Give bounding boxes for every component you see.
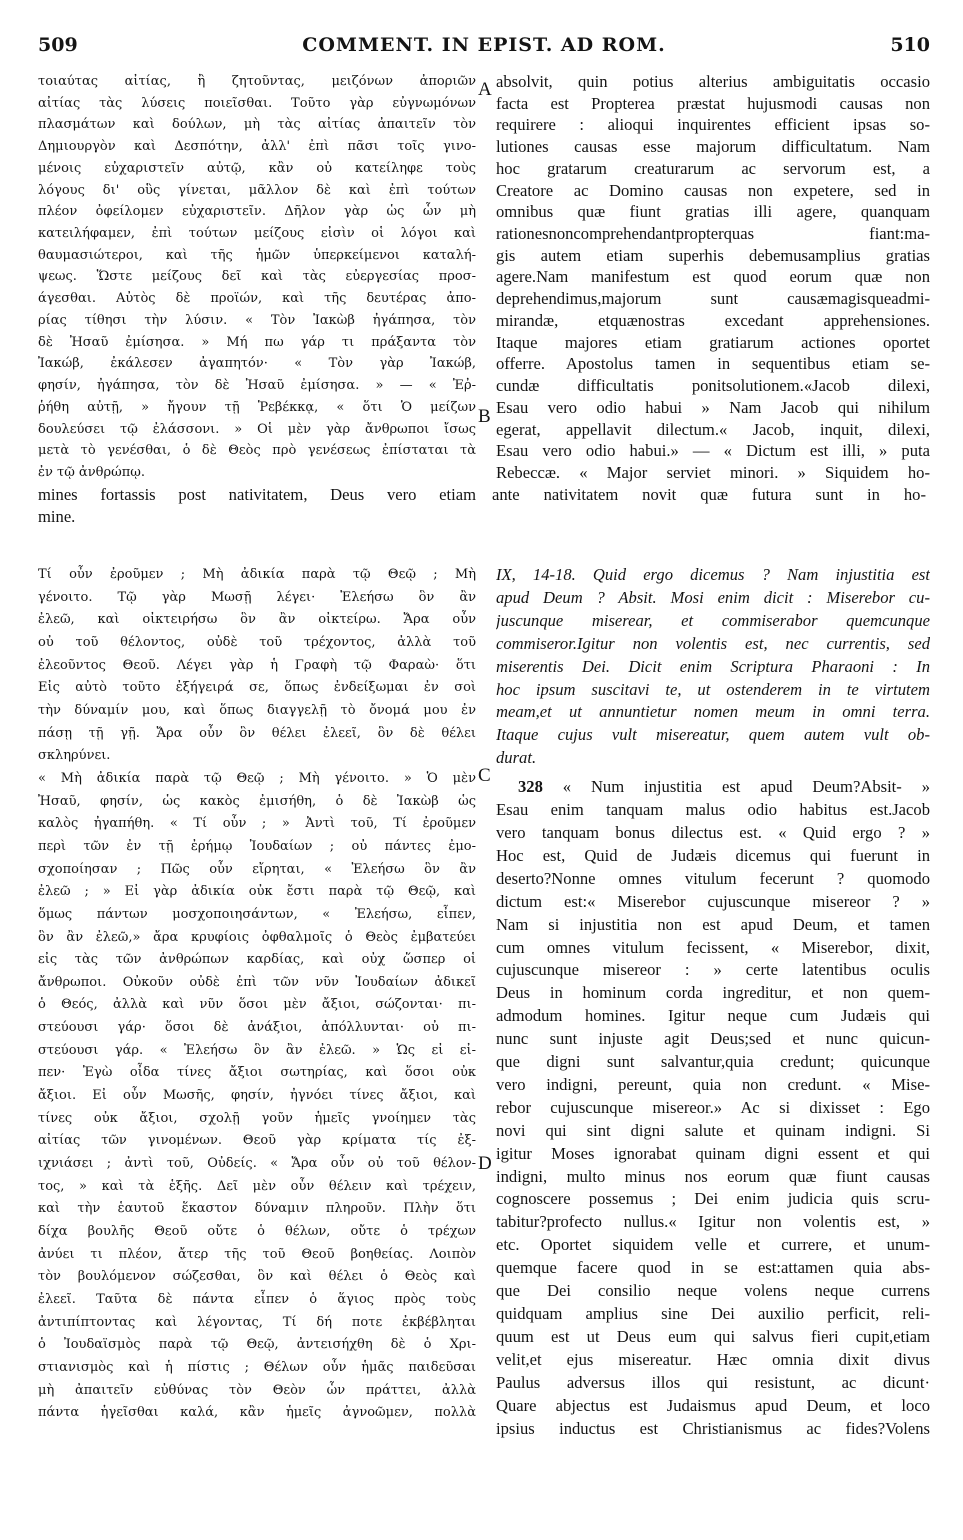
text-line: σχοποίησαν ; Πῶς οὖν εἴρηται, « Ἐλεήσω ὃν ἂν [38, 861, 476, 877]
latin-column-upper [496, 71, 930, 484]
text-line: τος, » καὶ τὰ ἑξῆς. Δεῖ μὲν οὖν θέλειν καὶ τρέχειν, [38, 1178, 476, 1194]
text-line: Creatore ac Domino causas non expetere, sed in [496, 180, 930, 200]
text-line: πλασμάτων καὶ δούλων, μὴ τὰς αἰτίας ἀπαιτεῖν τὸν [38, 117, 476, 133]
text-line: Esau vero odio habui » Nam Jacob qui nihilum [496, 397, 930, 417]
text-line: καλὸς ἠγαπήθη. « Τί οὖν ; » Ἀντὶ τοῦ, Τί ἐροῦμεν [38, 816, 476, 832]
text-line: velit,et ejus misereatur. Hæc omnia dixit divus [496, 1349, 930, 1369]
text-line: gis autem etiam superhis debemusamplius gratias [496, 245, 930, 265]
text-line: ἐλεεῖ. Ταῦτα δὲ πάντα εἶπεν ὁ ἅγιος πρὸς τοὺς [38, 1292, 476, 1307]
text-line: deprehendimus,majorum sunt causæmagisqueadmi- [496, 289, 930, 309]
text-line: Quare abjectus est Judaismus apud Deum, et loco [496, 1395, 930, 1415]
text-line: τὸν βουλόμενον σώζεσθαι, ὃν καὶ θέλει ὁ Θεὸς καὶ [38, 1269, 476, 1285]
text-line: absolvit, quin potius alterius ambiguitatis occasio [496, 72, 930, 91]
margin-marker-a: A [478, 79, 492, 100]
text-line: indigni, multo minus nos eorum quæ fiunt causas [496, 1166, 930, 1186]
text-line: ὁ Θεός, ἀλλὰ καὶ νῦν ὅσοι μὲν ἄξιοι, σώζονται· πι- [38, 997, 476, 1013]
text-line: τίνες οὐκ ἄξιοι, σχολῇ γοῦν ἡμεῖς γνοίημεν τὰς [38, 1110, 476, 1126]
text-line: γένοιτο. Τῷ γὰρ Μωσῇ λέγει· Ἐλεήσω ὃν ἂν [38, 589, 476, 605]
margin-marker-c: C [478, 765, 491, 786]
text-line: egerat, appellavit dilectum.« Jacob, inquit, dilexi, [496, 419, 930, 439]
commentary-latin [496, 776, 930, 1440]
text-line: ρίας τίθησι τὴν λύσιν. « Τὸν Ἰακὼβ ἠγάπησα, τὸν [38, 312, 476, 328]
text-line: Itaque cujus vult misereatur, quem autem vult ob- [496, 725, 930, 745]
text-line: rebor cujuscunque misereor.» Ac si dixisset : Ego [496, 1097, 930, 1117]
text-line: ὃν ἂν ἐλεῶ,» ἄρα κρυφίοις ὀφθαλμοῖς ὁ Θεὸς ἐμβατεύει [38, 929, 476, 945]
spanning-line-right: ante nativitatem novit quæ futura sunt in ho- [492, 485, 926, 504]
text-line: περὶ τῶν ἐν τῇ ἐρήμῳ Ἰουδαίων ; οὐ πάντες ἐμο- [38, 838, 476, 854]
running-title: COMMENT. IN EPIST. AD ROM. [302, 34, 666, 56]
page-header [38, 34, 930, 60]
text-line: offerre. Apostolus tamen in sequentibus etiam se- [496, 354, 930, 374]
text-line: αἰτίας τὰς λύσεις ποιεῖσθαι. Τοῦτο γὰρ εὐγνωμόνων [38, 95, 476, 111]
text-line: Itaque majores etiam gratiarum actiones oportet [496, 332, 930, 352]
text-line: δίχα βουλῆς Θεοῦ οὔτε ὁ θέλων, οὔτε ὁ τρέχων [38, 1224, 476, 1240]
text-line-content: « Num injustitia est apud Deum?Absit- » [542, 777, 930, 797]
latin-column-lower [496, 564, 930, 1440]
text-line: vero indigni, pereunt, quia non credunt. « Mise- [496, 1074, 930, 1094]
text-line: φησίν, ἠγάπησα, τὸν δὲ Ἠσαῦ ἐμίσησα. » — « Ἐῤ- [38, 378, 476, 394]
text-line: « Μὴ ἀδικία παρὰ τῷ Θεῷ ; Μὴ γένοιτο. » Ὁ μὲν [38, 770, 476, 786]
text-line: lutiones causas esse majorum difficultatum. Nam [496, 137, 930, 157]
text-line: πεν· Ἐγὼ οἶδα τίνες ἄξιοι σωτηρίας, καὶ ὅσοι οὐκ [38, 1065, 476, 1081]
text-line: requirere : alioqui inquirentes efficient ipsas so- [496, 115, 930, 135]
text-line: λόγους δι' οὓς γίνεται, μᾶλλον δὲ καὶ ἐπὶ τούτων [38, 182, 476, 198]
spanning-line-end: mine. [38, 506, 76, 526]
text-line: cundæ difficultatis ponitsolutionem.«Jacob dilexi, [496, 376, 930, 396]
text-line: cujuscunque misereor : » certe latentibus oculis [496, 960, 930, 980]
text-line: πάντα ἡγεῖσθαι καλά, κἂν ἡμεῖς ἀγνοῶμεν, πολλὰ [38, 1405, 476, 1421]
text-line: τὴν δύναμίν μου, καὶ ὅπως διαγγελῇ τὸ ὄνομά μου ἐν [38, 702, 476, 718]
text-line: Εἰς αὐτὸ τοῦτο ἐξήγειρά σε, ὅπως ἐνδείξωμαι ἐν σοὶ [38, 680, 476, 696]
text-line: αἰτίας τῶν γινομένων. Θεοῦ γὰρ κρίματα τίς ἐξ- [38, 1133, 476, 1149]
text-line: que digni sunt salvantur,quia credunt; quicunque [496, 1052, 930, 1072]
text-line: rationesnoncomprehendantpropterquas fiant:ma- [496, 224, 930, 244]
text-line: nunc sunt injuste agit Deus;sed et nunc quicun- [496, 1029, 930, 1049]
text-line: IX, 14-18. Quid ergo dicemus ? Nam injustitia est [496, 565, 930, 584]
text-line: ψεως. Ὥστε μείζους δεῖ καὶ τὰς εὐεργεσίας προσ- [38, 269, 476, 285]
text-line: στιανισμὸς καὶ ἡ πίστις ; Θέλων οὖν ἡμᾶς παιδεῦσαι [38, 1359, 476, 1375]
text-line: Rebeccæ. « Major serviet minori. » Siquidem ho- [496, 462, 930, 482]
text-line: Nam si injustitia non est apud Deum, et tamen [496, 914, 930, 934]
text-line: ipsius inductus est Christianismus ac fides?Volens [496, 1418, 930, 1438]
text-line: cognoscere possemus ; Dei enim judicia quis scru- [496, 1189, 930, 1209]
page-number-right: 510 [890, 34, 930, 56]
text-line: Hoc est, Quid de Judæis dicemus qui fuerunt in [496, 845, 930, 865]
text-line: ιχνιάσει ; ἀντὶ τοῦ, Οὐδείς. « Ἄρα οὖν οὐ τοῦ θέλον- [38, 1156, 476, 1172]
text-line: igitur Moses ignorabat quinam digni essent et qui [496, 1143, 930, 1163]
page-number-left: 509 [38, 34, 78, 56]
text-line: ὅμως πάντων μοσχοποιησάντων, « Ἐλεήσω, εἶπεν, [38, 906, 476, 922]
text-line: juscunque miserear, et commiserabor quemcunque [496, 610, 930, 630]
text-line: omnibus quæ fiunt gratias illi agere, quanquam [496, 202, 930, 222]
text-line: στεύουσι γάρ. « Ἐλεήσω ὃν ἂν ἐλεῶ. » Ὡς εἰ εἰ- [38, 1042, 476, 1058]
text-line: εἰς τὰς τῶν ἀνθρώπων καρδίας, καὶ οὐχ ὥσπερ οἱ [38, 952, 476, 968]
text-line: Esau enim tanquam malus odio habitus est.Jacob [496, 800, 930, 820]
text-line: facta est Propterea præstat hujusmodi causas non [496, 93, 930, 113]
greek-column-lower [38, 564, 476, 1425]
text-line: θαυμασιώτεροι, καὶ τῆς ἡμῶν ὑπερκείμενοι καταλή- [38, 247, 476, 263]
text-line: ἐλεοῦντος Θεοῦ. Λέγει γὰρ ἡ Γραφὴ τῷ Φαραὼ· ὅτι [38, 657, 476, 673]
text-line: etc. Oportet siquidem velle et currere, et unum- [496, 1235, 930, 1255]
text-line: quidquam amplius sine Dei auxilio perficit, reli- [496, 1304, 930, 1323]
text-line: deserto?Nonne omnes vitulum fecerunt ? quomodo [496, 868, 930, 888]
text-line [496, 776, 930, 799]
text-line: dictum est:« Miserebor cujuscunque misereor ? » [496, 891, 930, 911]
text-line: agere.Nam manifestum est quod eorum quæ non [496, 267, 930, 287]
text-line: ῥήθη αὐτῇ, » ἤγουν τῇ Ῥεβέκκᾳ, « ὅτι Ὁ μείζων [38, 399, 476, 415]
text-line: Δημιουργὸν καὶ Δεσπότην, ἀλλ' ἐπὶ πᾶσι τοῖς γινο- [38, 139, 476, 155]
text-line: σκληρύνει. [38, 748, 111, 764]
text-line: Τί οὖν ἐροῦμεν ; Μὴ ἀδικία παρὰ τῷ Θεῷ ; Μὴ [38, 567, 476, 582]
text-line: ἐν τῷ ἀνθρώπῳ. [38, 464, 145, 480]
text-line: ἄξιοι. Εἰ οὖν Μωσῆς, φησίν, ἠγνόει τίνες ἄξιοι, καὶ [38, 1088, 476, 1104]
text-line: μὴ ἀπαιτεῖν εὐθύνας τὸν Θεὸν ὧν πράττει, ἀλλὰ [38, 1382, 476, 1398]
text-line: άγεσθαι. Αὐτὸς δὲ προϊών, καὶ τῆς δευτέρας ἀπο- [38, 291, 476, 307]
section-number: 328 [518, 777, 543, 797]
text-line: ἀντιπίπτοντας καὶ λέγοντας, Τί δή ποτε ἐκβέβληται [38, 1314, 476, 1330]
text-line: στεύουσι γάρ· ὅσοι δὲ ἀνάξιοι, ἀπόλλυνται· οὐ πι- [38, 1020, 476, 1036]
text-line: ἐλεῶ ; » Εἰ γὰρ ἀδικία οὐκ ἔστι παρὰ τῷ Θεῷ, καὶ [38, 884, 476, 900]
text-line: cum omnes vitulum fecissent, « Miserebor, dixit, [496, 937, 930, 957]
spanning-text [38, 484, 930, 527]
text-line: novi qui sint digni salute et quinam indigni. Si [496, 1120, 930, 1140]
text-line: admodum homines. Igitur neque cum Judæis qui [496, 1006, 930, 1026]
text-line: καὶ τὴν ἑαυτοῦ ἕκαστον δύναμιν πληροῦν. Πλὴν ὅτι [38, 1201, 476, 1217]
text-line: Ἠσαῦ, φησίν, ὡς κακὸς ἐμισήθη, ὁ δὲ Ἰακὼβ ὡς [38, 793, 476, 809]
text-line: δὲ Ἠσαῦ ἐμίσησα. » Μή πω γάρ τι πράξαντα τὸν [38, 334, 476, 350]
scripture-passage [496, 564, 930, 770]
text-line: hoc gratarum creaturarum ac servorum est, a [496, 158, 930, 178]
text-line: ἀνύει τι πλέον, ἄτερ τῆς τοῦ Θεοῦ βοηθείας. Λοιπὸν [38, 1246, 476, 1262]
margin-marker-b: B [478, 406, 491, 427]
text-line: πάσῃ τῇ γῇ. Ἄρα οὖν ὃν θέλει ἐλεεῖ, ὃν δὲ θέλει [38, 725, 476, 741]
text-line: mirandæ, etquænostras excedant apprehensiones. [496, 310, 930, 330]
text-line: ὁ Ἰουδαϊσμὸς παρὰ τῷ Θεῷ, ἀντεισήχθη δὲ ὁ Χρι- [38, 1337, 476, 1353]
text-line: πλέον ὀφείλομεν εὐχαριστεῖν. Δῆλον γὰρ ὡς ὧν μὴ [38, 204, 476, 220]
text-line: κατειλήφαμεν, ἐπὶ τούτων μείζους εἰσὶν οἱ λόγοι καὶ [38, 226, 476, 242]
text-line: miserentis Dei. Dicit enim Scriptura Pharaoni : In [496, 656, 930, 676]
text-line: quum est ut Deus eum qui salvus fieri cupit,etiam [496, 1326, 930, 1346]
text-line: Paulus adversus illos qui resistunt, ac dicunt· [496, 1372, 930, 1392]
text-line: meam,et ut annuntietur nomen meum in omni terra. [496, 702, 930, 722]
text-line: hoc ipsum suscitavi te, ut ostenderem in te virtutem [496, 679, 930, 699]
text-line: οὐ τοῦ θέλοντος, οὐδὲ τοῦ τρέχοντος, ἀλλὰ τοῦ [38, 634, 476, 650]
spanning-line-left: mines fortassis post nativitatem, Deus vero etiam [38, 485, 476, 504]
spanning-line [38, 484, 930, 506]
text-line: Deus in hominum corda ingreditur, et non quem- [496, 983, 930, 1003]
text-line: quemque facere quod in se est:attamen quia abs- [496, 1258, 930, 1278]
text-line: τοιαύτας αἰτίας, ἢ ζητοῦντας, μειζόνων ἀποριῶν [38, 74, 476, 89]
text-line: que Dei consilio neque volens neque currens [496, 1281, 930, 1301]
text-line: Esau vero odio habui.» — « Dictum est illi, » puta [496, 441, 930, 461]
text-line: durat. [496, 748, 537, 768]
text-line: δουλεύσει τῷ ἐλάσσονι. » Οἱ μὲν γὰρ ἄνθρωποι ἴσως [38, 421, 476, 437]
greek-column-upper [38, 71, 476, 484]
text-line: tabitur?profecto nullus.« Igitur non volentis est, » [496, 1212, 930, 1232]
text-line: μετὰ τὸ γενέσθαι, ὁ δὲ Θεὸς πρὸ γενέσεως ἐπίσταται τὰ [38, 443, 476, 459]
text-line: commiseror.Igitur non volentis est, nec currentis, sed [496, 633, 930, 653]
text-line: ἄνθρωποι. Οὐκοῦν οὐδὲ ἐπὶ τῶν νῦν Ἰουδαίων ἀδικεῖ [38, 974, 476, 990]
text-line: ἐλεῶ, καὶ οἰκτειρήσω ὃν ἂν οἰκτείρω. Ἄρα οὖν [38, 612, 476, 628]
text-line: μένοις εὐχαριστεῖν αὐτῷ, κἂν οὐ κατείληφε τοὺς [38, 160, 476, 176]
margin-marker-d: D [478, 1153, 492, 1174]
text-line: Ἰακώβ, ἐκάλεσεν ἀγαπητόν· « Τὸν γὰρ Ἰακώβ, [38, 356, 476, 372]
text-line: apud Deum ? Absit. Mosi enim dicit : Miserebor cu- [496, 587, 930, 607]
text-line: vero tanquam bonus dilectus est. « Quid ergo ? » [496, 822, 930, 842]
